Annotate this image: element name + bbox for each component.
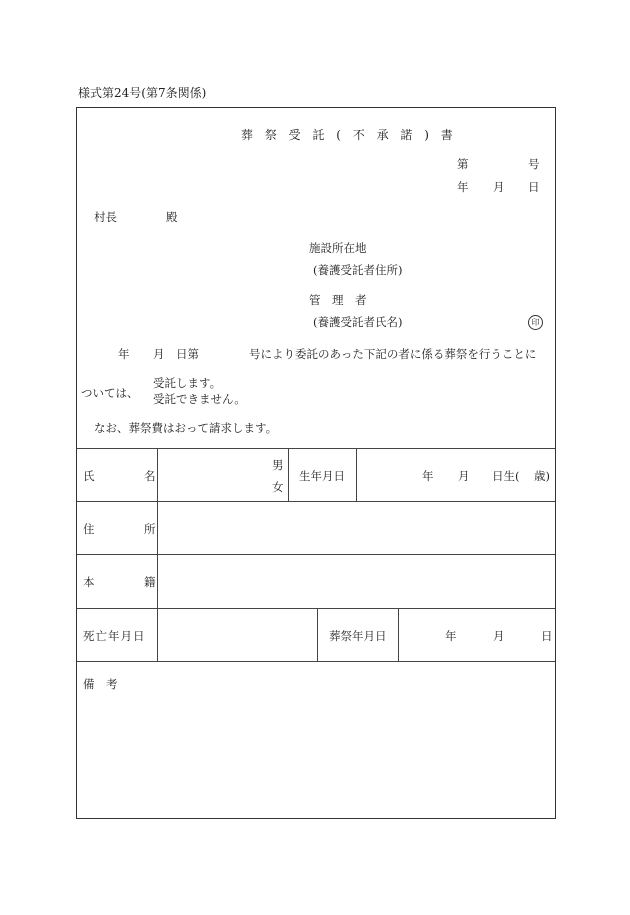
manager-sub: (養護受託者氏名) <box>313 315 403 329</box>
funeral-day: 日 <box>541 629 553 643</box>
doc-number-dai: 第 <box>457 157 469 171</box>
funeral-label-divider <box>398 608 399 661</box>
row-divider <box>77 501 555 502</box>
sex-male: 男 <box>272 458 284 472</box>
sex-column-divider <box>288 448 289 501</box>
name-label-a: 氏 <box>83 469 95 483</box>
body-line1-rest: 号により委託のあった下記の者に係る葬祭を行うことに <box>249 347 537 361</box>
label-column-divider <box>157 448 158 661</box>
birth-label: 生年月日 <box>299 469 345 483</box>
document-title: 葬 祭 受 託 ( 不 承 諾 ) 書 <box>241 128 457 142</box>
body-year: 年 <box>118 347 130 361</box>
birth-day: 日生( <box>492 469 520 483</box>
seal-mark: 印 <box>528 315 543 330</box>
date-month: 月 <box>493 180 505 194</box>
body-day-dai: 日第 <box>176 347 199 361</box>
option-decline: 受託できません。 <box>153 392 246 406</box>
birth-age: 歳) <box>534 469 550 483</box>
death-value-divider <box>317 608 318 661</box>
death-date-label: 死亡年月日 <box>83 629 146 643</box>
body-ite: ついては、 <box>81 386 139 400</box>
date-day: 日 <box>528 180 540 194</box>
manager-label: 管 理 者 <box>309 293 367 307</box>
form-number: 様式第24号(第7条関係) <box>78 86 207 100</box>
birth-label-divider <box>356 448 357 501</box>
facility-sub: (養護受託者住所) <box>313 263 403 277</box>
honseki-label-b: 籍 <box>144 575 156 589</box>
remarks-label: 備 考 <box>83 677 118 691</box>
addressee-mayor: 村長 <box>94 210 117 224</box>
table-top-line <box>77 448 555 449</box>
name-label-b: 名 <box>144 469 156 483</box>
body-month: 月 <box>153 347 165 361</box>
address-label-a: 住 <box>83 522 95 536</box>
address-label-b: 所 <box>144 522 156 536</box>
facility-label: 施設所在地 <box>309 241 367 255</box>
doc-number-go: 号 <box>528 157 540 171</box>
date-year: 年 <box>457 180 469 194</box>
row-divider <box>77 608 555 609</box>
birth-month: 月 <box>458 469 470 483</box>
funeral-date-label: 葬祭年月日 <box>329 629 387 643</box>
birth-year: 年 <box>422 469 434 483</box>
funeral-year: 年 <box>445 629 457 643</box>
row-divider <box>77 661 555 662</box>
honseki-label-a: 本 <box>83 575 95 589</box>
sex-female: 女 <box>272 480 284 494</box>
body-note: なお、葬祭費はおって請求します。 <box>94 421 278 435</box>
form-frame <box>76 107 556 819</box>
row-divider <box>77 554 555 555</box>
option-accept: 受託します。 <box>153 376 222 390</box>
funeral-month: 月 <box>493 629 505 643</box>
addressee-honorific: 殿 <box>166 210 178 224</box>
